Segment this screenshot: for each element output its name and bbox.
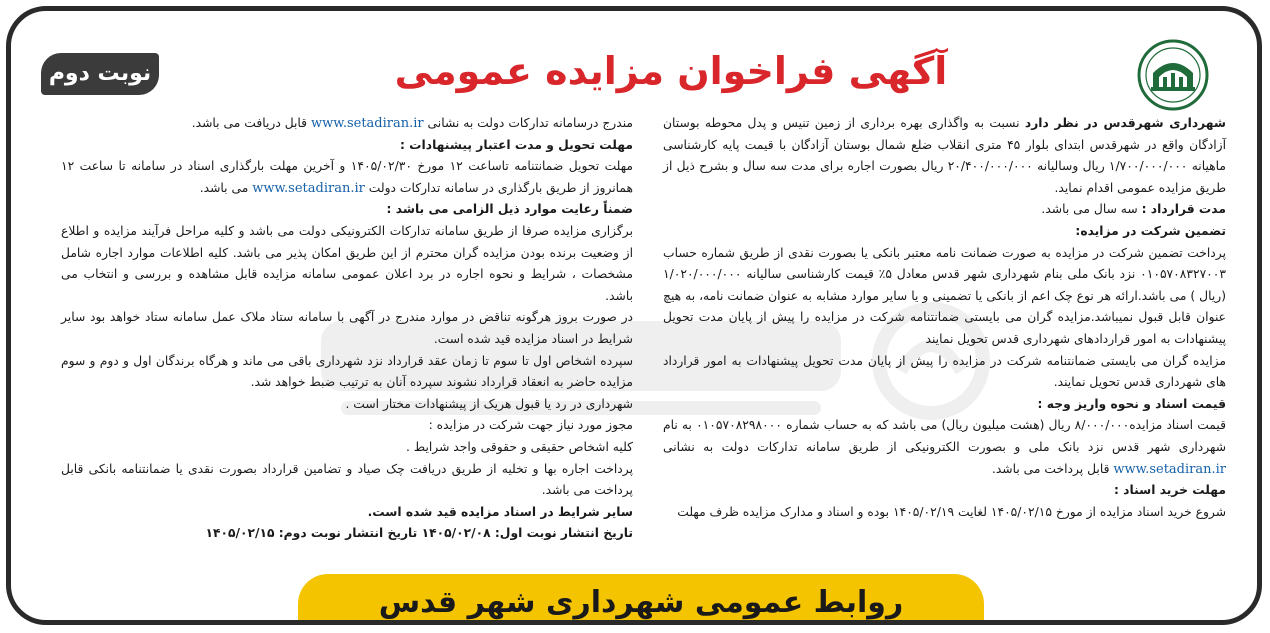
left-paragraph-9: پرداخت اجاره بها و تخلیه از طریق دریافت چک صیاد و تضامین قرارداد بصورت نقدی یا ضمانتنامه بانکی قابل پرداخت می باشد. [61, 461, 633, 498]
round-badge: نوبت دوم [41, 53, 159, 95]
left-paragraph-2 [61, 156, 633, 199]
left-p2-end: می باشد. [199, 180, 253, 195]
deadline-text: شروع خرید اسناد مزایده از مورخ ۱۴۰۵/۰۲/۱۵ لغایت ۱۴۰۵/۰۲/۱۹ بوده و اسناد و مدارک مزایده ظرف مهلت [677, 504, 1226, 519]
guarantee-text: پرداخت تضمین شرکت در مزایده به صورت ضمانت نامه معتبر بانکی یا بصورت نقدی از طریق شماره حساب ۰۱۰۵۷۰۸۳۲۷۰۰۳ نزد بانک ملی بنام شهرداری شهر قدس معادل ۵٪ قیمت کارشناسی سالیانه ۱/۰۲۰/۰۰۰/۰۰۰ (ریال ) می باشد.ارائه هر نوع چک اعم از بانکی یا تضمینی و یا سایر موارد مشابه به عنوان ضمانت نامه، به هیچ عنوان قابل قبول نمیباشد.مزایده گران می بایستی ضمانتنامه شرکت در مزایده را پیش از پایان مدت تحویل پیشنهادات به امور قراردادهای شهرداری قدس تحویل نمایند [663, 245, 1226, 346]
guarantee-heading: تضمین شرکت در مزایده: [1075, 223, 1226, 238]
public-relations-footer: روابط عمومی شهرداری شهر قدس [298, 574, 984, 625]
submission-heading: مهلت تحویل و مدت اعتبار پیشنهادات : [399, 137, 633, 152]
left-paragraph-4: در صورت بروز هرگونه تناقض در موارد مندرج در آگهی با سامانه ستاد ملاک عمل سامانه ستاد خواهد بود سایر شرایط در اسناد مزایده قید شده است. [61, 310, 633, 346]
docs-link[interactable]: www.setadiran.ir [1113, 461, 1226, 477]
left-paragraph-8: کلیه اشخاص حقیقی و حقوقی واجد شرایط . [405, 439, 633, 454]
docs-heading: قیمت اسناد و نحوه واریز وجه : [1037, 396, 1226, 411]
left-p1-link[interactable]: www.setadiran.ir [310, 116, 424, 131]
deadline-heading: مهلت خرید اسناد : [1113, 483, 1226, 498]
left-paragraph-1 [61, 113, 633, 135]
left-paragraph-7: مجوز مورد نیاز جهت شرکت در مزایده : [428, 418, 633, 433]
docs-paragraph [663, 415, 1226, 480]
left-paragraph-3: برگزاری مزایده صرفا از طریق سامانه تدارکات الکترونیکی دولت می باشد و کلیه مراحل فرآیند مزایده و اطلاع از وضعیت برنده بودن مزایده گران محترم از این طریق امکان پذیر می باشد. کلیه اطلاعات موارد اجاره شامل مشخصات ، شرایط و نحوه اجاره در برد اعلان عمومی سامانه مزایده قابل مشاهده و بررسی و انتخاب می باشد. [61, 223, 633, 303]
left-paragraph-6: شهرداری در رد یا قبول هریک از پیشنهادات مختار است . [345, 396, 633, 411]
municipality-logo-icon [1137, 39, 1209, 111]
contract-text: سه سال می باشد. [1041, 202, 1142, 217]
left-p1-start: مندرج درسامانه تدارکات دولت به نشانی [423, 116, 633, 130]
left-p2-link[interactable]: www.setadiran.ir [252, 180, 365, 196]
left-p2-start: مهلت تحویل ضمانتنامه تاساعت ۱۲ مورخ ۱۴۰۵/۰۲/۳۰ و آخرین مهلت بارگذاری اسناد در سامانه تا ساعت ۱۲ همانروز از طریق بارگذاری در سامانه تدارکات دولت [61, 159, 634, 195]
intro-bold: شهرداری شهرقدس در نظر دارد [1024, 116, 1226, 130]
other-conditions-heading: سایر شرایط در اسناد مزایده قید شده است. [367, 504, 633, 519]
announcement-frame [6, 6, 1262, 625]
right-column [663, 113, 1226, 523]
contract-paragraph [663, 199, 1226, 221]
intro-text: نسبت به واگذاری بهره برداری از زمین تنیس و پدل محوطه بوستان آزادگان واقع در شهرقدس ابتدای بلوار ۴۵ متری انقلاب ضلع شمال بوستان آزادگان با قیمت پایه کارشناسی ماهیانه ۱/۷۰۰/۰۰۰/۰۰۰ ریال وسالیانه ۲۰/۴۰۰/۰۰۰/۰۰۰ ریال بصورت اجاره برای مدت سه سال و بشرح ذیل از طریق مزایده عمومی اقدام نماید. [663, 116, 1226, 195]
announcement-title: آگهی فراخوان مزایده عمومی [394, 49, 948, 93]
intro-paragraph [663, 113, 1226, 199]
docs-end: قابل پرداخت می باشد. [991, 461, 1114, 476]
guarantee-text-2: مزایده گران می بایستی ضمانتنامه شرکت در مزایده را پیش از پایان مدت تحویل پیشنهادات به امور قرارداد های شهرداری قدس تحویل نمایند. [663, 353, 1226, 390]
docs-text: قیمت اسناد مزایده۸/۰۰۰/۰۰۰ ریال (هشت میلیون ریال) می باشد که به حساب شماره ۰۱۰۵۷۰۸۲۹۸۰۰۰ به نام شهرداری شهر قدس نزد بانک ملی و بصورت الکترونیکی از طریق سامانه تدارکات دولت به نشانی [663, 418, 1226, 454]
left-p1-end: قابل دریافت می باشد. [191, 116, 311, 130]
contract-label: مدت قرارداد : [1141, 202, 1226, 217]
left-paragraph-5: سپرده اشخاص اول تا سوم تا زمان عقد قرارداد نزد شهرداری باقی می ماند و هرگاه برندگان اول و دوم و سوم مزایده حاضر به انعقاد قرارداد نشوند سپرده آنان به ترتیب ضبط خواهد شد. [61, 353, 633, 390]
publication-dates: تاریخ انتشار نوبت اول: ۱۴۰۵/۰۲/۰۸ تاریخ انتشار نوبت دوم: ۱۴۰۵/۰۲/۱۵ [205, 526, 633, 541]
requirements-heading: ضمناً رعایت موارد ذیل الزامی می باشد : [386, 202, 633, 217]
left-column [61, 113, 633, 545]
